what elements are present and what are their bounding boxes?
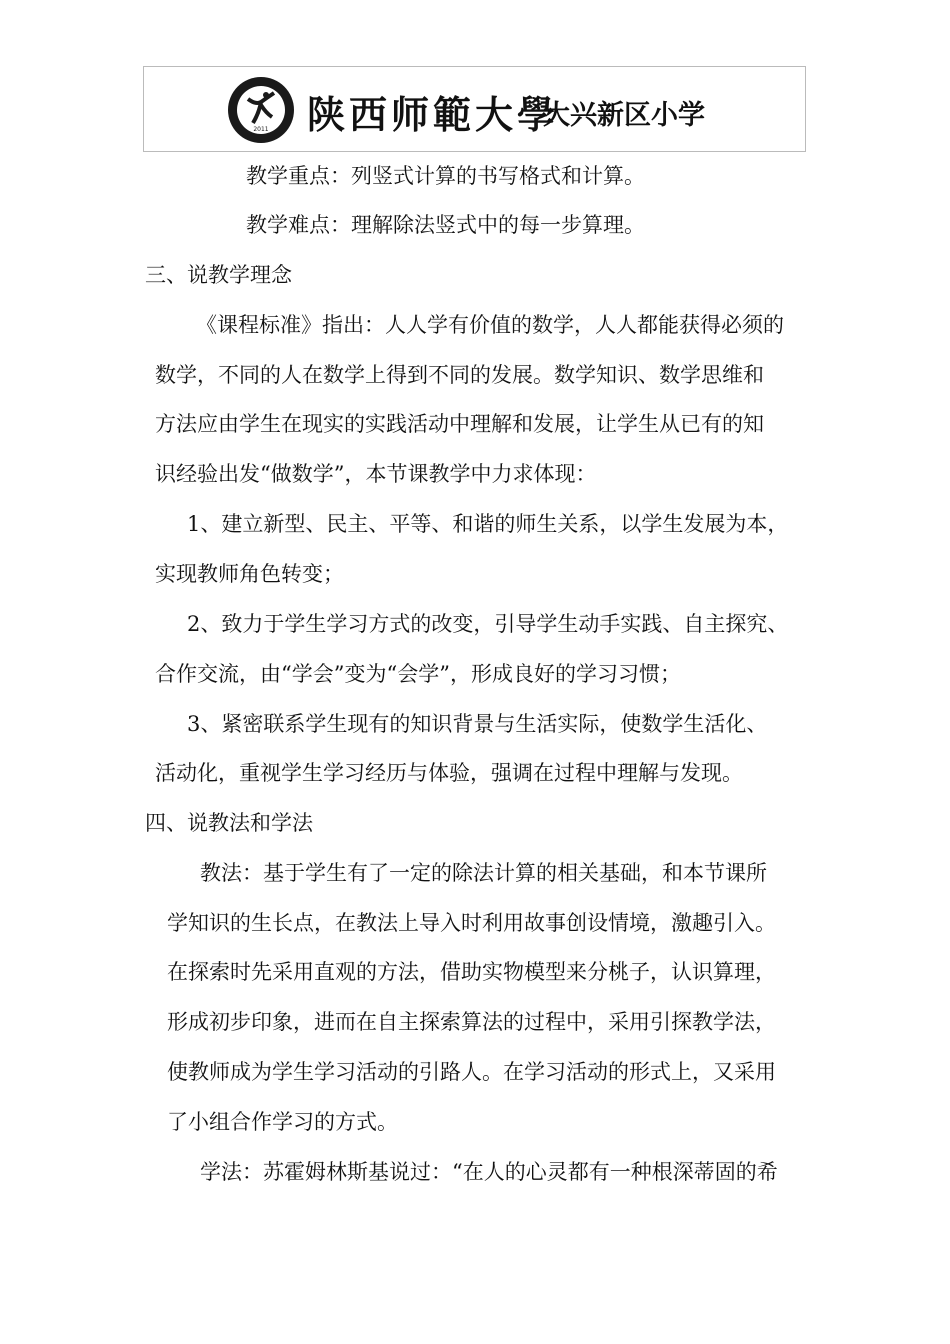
section-heading: 三、说教学理念 <box>145 263 292 287</box>
university-seal-logo <box>226 75 296 145</box>
paragraph-line: 教学难点：理解除法竖式中的每一步算理。 <box>246 213 645 237</box>
university-name-calligraphy: 陕西师範大學 <box>307 92 560 137</box>
paragraph-line: 学知识的生长点，在教法上导入时利用故事创设情境，激趣引入。 <box>167 911 776 935</box>
paragraph-line: 了小组合作学习的方式。 <box>167 1110 398 1134</box>
school-name: 大兴新区小学 <box>543 100 705 131</box>
paragraph-line: 教法：基于学生有了一定的除法计算的相关基础，和本节课所 <box>200 861 767 885</box>
paragraph-line: 方法应由学生在现实的实践活动中理解和发展，让学生从已有的知 <box>155 412 764 436</box>
list-item: 2、致力于学生学习方式的改变，引导学生动手实践、自主探究、 <box>187 612 789 636</box>
paragraph-line: 学法：苏霍姆林斯基说过：“在人的心灵都有一种根深蒂固的希 <box>200 1160 778 1184</box>
list-item: 1、建立新型、民主、平等、和谐的师生关系，以学生发展为本， <box>187 512 789 536</box>
paragraph-line: 教学重点：列竖式计算的书写格式和计算。 <box>246 164 645 188</box>
paragraph-line: 在探索时先采用直观的方法，借助实物模型来分桃子，认识算理， <box>167 960 776 984</box>
paragraph-line: 使教师成为学生学习活动的引路人。在学习活动的形式上，又采用 <box>167 1060 776 1084</box>
seal-year: 2011 <box>253 126 269 133</box>
paragraph-line: 数学，不同的人在数学上得到不同的发展。数学知识、数学思维和 <box>155 363 764 387</box>
paragraph-line: 实现教师角色转变； <box>155 562 344 586</box>
section-heading: 四、说教法和学法 <box>145 811 313 835</box>
paragraph-line: 合作交流，由“学会”变为“会学”，形成良好的学习习惯； <box>155 662 681 686</box>
list-item: 3、紧密联系学生现有的知识背景与生活实际，使数学生活化、 <box>187 712 768 736</box>
paragraph-line: 活动化，重视学生学习经历与体验，强调在过程中理解与发现。 <box>155 761 743 785</box>
paragraph-line: 形成初步印象，进而在自主探索算法的过程中，采用引探教学法， <box>167 1010 776 1034</box>
paragraph-line: 识经验出发“做数学”，本节课教学中力求体现： <box>155 462 597 486</box>
paragraph-line: 《课程标准》指出：人人学有价值的数学，人人都能获得必须的 <box>196 313 784 337</box>
